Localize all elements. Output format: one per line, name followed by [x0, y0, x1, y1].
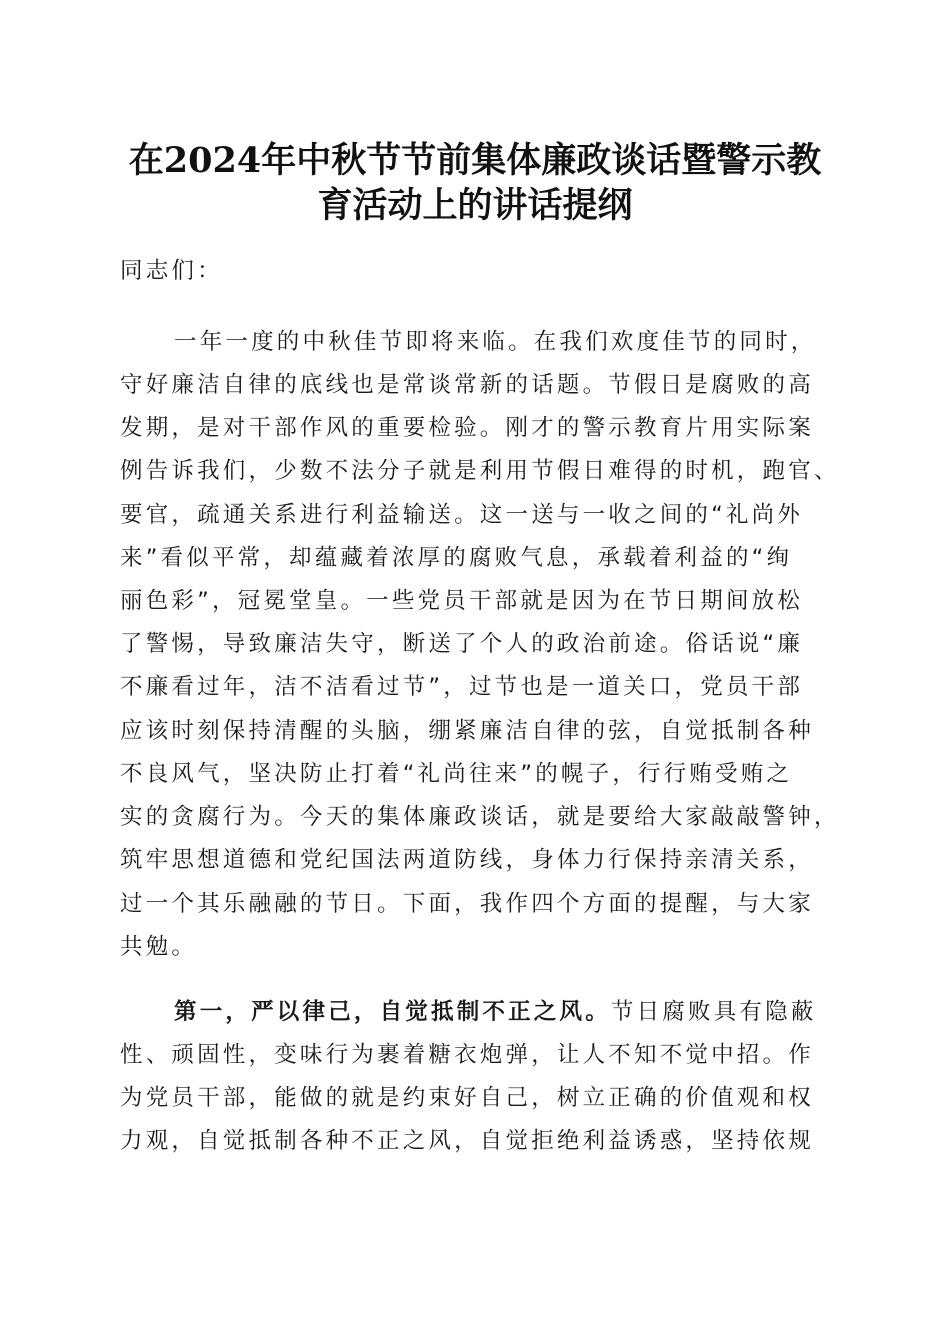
paragraph-1-line-10: 应该时刻保持清醒的头脑，绷紧廉洁自律的弦，自觉抵制各种: [120, 718, 814, 744]
paragraph-1-line-4: 例告诉我们，少数不法分子就是利用节假日难得的时机，跑官、: [120, 458, 840, 484]
document-title-line-2: 育活动上的讲话提纲: [317, 185, 633, 226]
paragraph-1-line-5: 要官，疏通关系进行利益输送。这一送与一收之间的“礼尚外: [120, 502, 804, 528]
paragraph-1-line-2: 守好廉洁自律的底线也是常谈常新的话题。节假日是腐败的高: [120, 372, 814, 398]
paragraph-1-line-9: 不廉看过年，洁不洁看过节”，过节也是一道关口，党员干部: [120, 674, 804, 700]
document-title-line-1: 在2024年中秋节节前集体廉政谈话暨警示教: [128, 140, 822, 181]
paragraph-2-line-2: 性、顽固性，变味行为裹着糖衣炮弹，让人不知不觉中招。作: [120, 1042, 814, 1068]
paragraph-2-line-3: 为党员干部，能做的就是约束好自己，树立正确的价值观和权: [120, 1085, 814, 1111]
paragraph-1-line-12: 实的贪腐行为。今天的集体廉政谈话，就是要给大家敲敲警钟，: [120, 804, 840, 830]
paragraph-1-line-13: 筑牢思想道德和党纪国法两道防线，身体力行保持亲清关系，: [120, 847, 814, 873]
paragraph-2-line-4: 力观，自觉抵制各种不正之风，自觉拒绝利益诱惑，坚持依规: [120, 1128, 814, 1154]
paragraph-1-line-3: 发期，是对干部作风的重要检验。刚才的警示教育片用实际案: [120, 415, 814, 441]
salutation: 同志们：: [120, 258, 223, 284]
paragraph-1-line-15: 共勉。: [120, 934, 198, 960]
paragraph-1-line-8: 了警惕，导致廉洁失守，断送了个人的政治前途。俗话说“廉: [120, 631, 804, 657]
paragraph-1-line-14: 过一个其乐融融的节日。下面，我作四个方面的提醒，与大家: [120, 891, 814, 917]
paragraph-2-line-1: [174, 997, 817, 1027]
paragraph-1-line-11: 不良风气，坚决防止打着“礼尚往来”的幌子，行行贿受贿之: [120, 761, 793, 787]
paragraph-1-line-7: 丽色彩”，冠冕堂皇。一些党员干部就是因为在节日期间放松: [120, 588, 804, 614]
section-heading-first: 第一，严以律己，自觉抵制不正之风。: [174, 999, 611, 1025]
paragraph-1-line-6: 来”看似平常，却蕴藏着浓厚的腐败气息，承载着利益的“绚: [120, 545, 793, 571]
paragraph-2-line-1-rest: 节日腐败具有隐蔽: [610, 999, 817, 1025]
paragraph-1-line-1: 一年一度的中秋佳节即将来临。在我们欢度佳节的同时，: [174, 329, 817, 355]
